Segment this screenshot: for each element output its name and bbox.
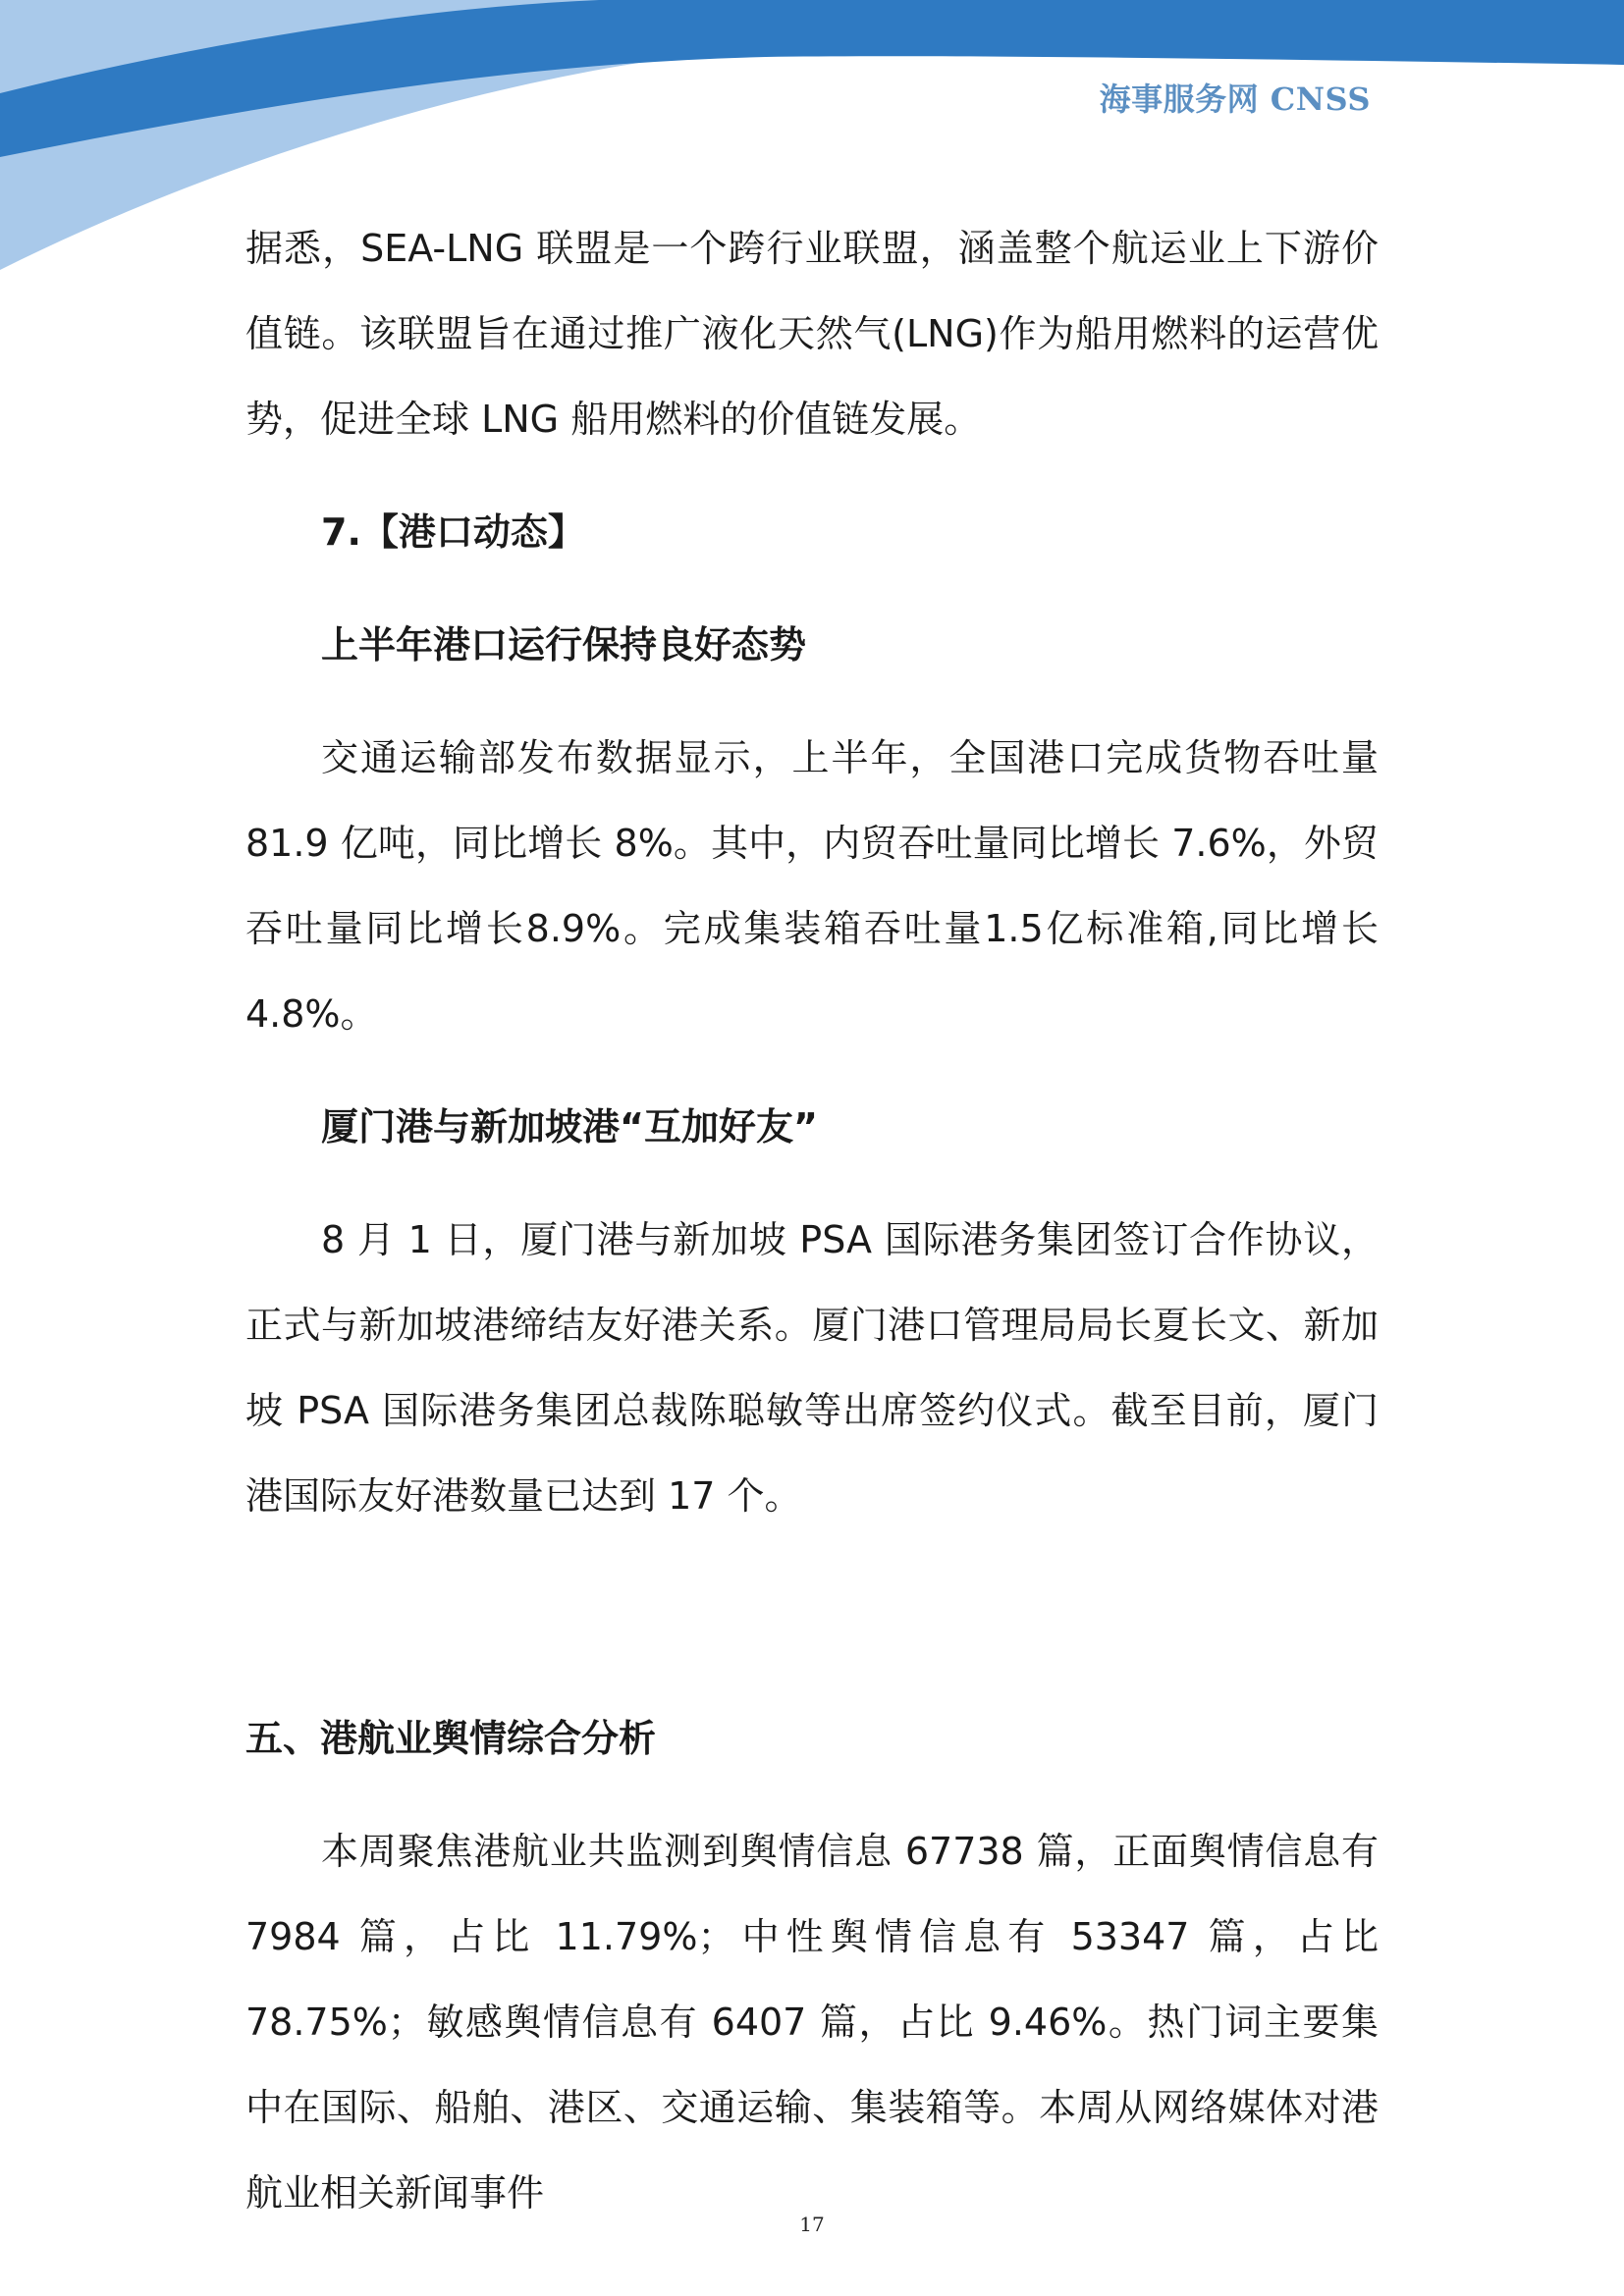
- section-5-heading: 五、港航业舆情综合分析: [245, 1717, 657, 1760]
- section-7-heading: 7.【港口动态】: [321, 510, 585, 554]
- news-1-heading: 上半年港口运行保持良好态势: [321, 623, 807, 667]
- document-body: [245, 206, 1379, 2236]
- page-number: 17: [799, 2213, 825, 2236]
- brand-logo-text: 海事服务网 CNSS: [1099, 80, 1371, 118]
- news-2-heading: 厦门港与新加坡港“互加好友”: [321, 1105, 818, 1148]
- section-5-paragraph: 本周聚焦港航业共监测到舆情信息 67738 篇，正面舆情信息有 7984 篇，占比 11.79%；中性舆情信息有 53347 篇，占比 78.75%；敏感舆情信息有 6407 篇，占比 9.46%。热门词主要集中在国际、船舶、港区、交通运输、集装箱等。本周从网络媒体对港航业相关新闻事件: [245, 1830, 1379, 2215]
- news-2-paragraph: 8 月 1 日，厦门港与新加坡 PSA 国际港务集团签订合作协议，正式与新加坡港缔结友好港关系。厦门港口管理局局长夏长文、新加坡 PSA 国际港务集团总裁陈聪敏等出席签约仪式。截至目前，厦门港国际友好港数量已达到 17 个。: [245, 1218, 1379, 1518]
- news-1-paragraph: 交通运输部发布数据显示，上半年，全国港口完成货物吞吐量 81.9 亿吨，同比增长 8%。其中，内贸吞吐量同比增长 7.6%，外贸吞吐量同比增长8.9%。完成集装箱吞吐量1.5亿标准箱,同比增长4.8%。: [245, 736, 1379, 1036]
- intro-paragraph: 据悉，SEA-LNG 联盟是一个跨行业联盟，涵盖整个航运业上下游价值链。该联盟旨在通过推广液化天然气(LNG)作为船用燃料的运营优势，促进全球 LNG 船用燃料的价值链发展。: [245, 227, 1379, 441]
